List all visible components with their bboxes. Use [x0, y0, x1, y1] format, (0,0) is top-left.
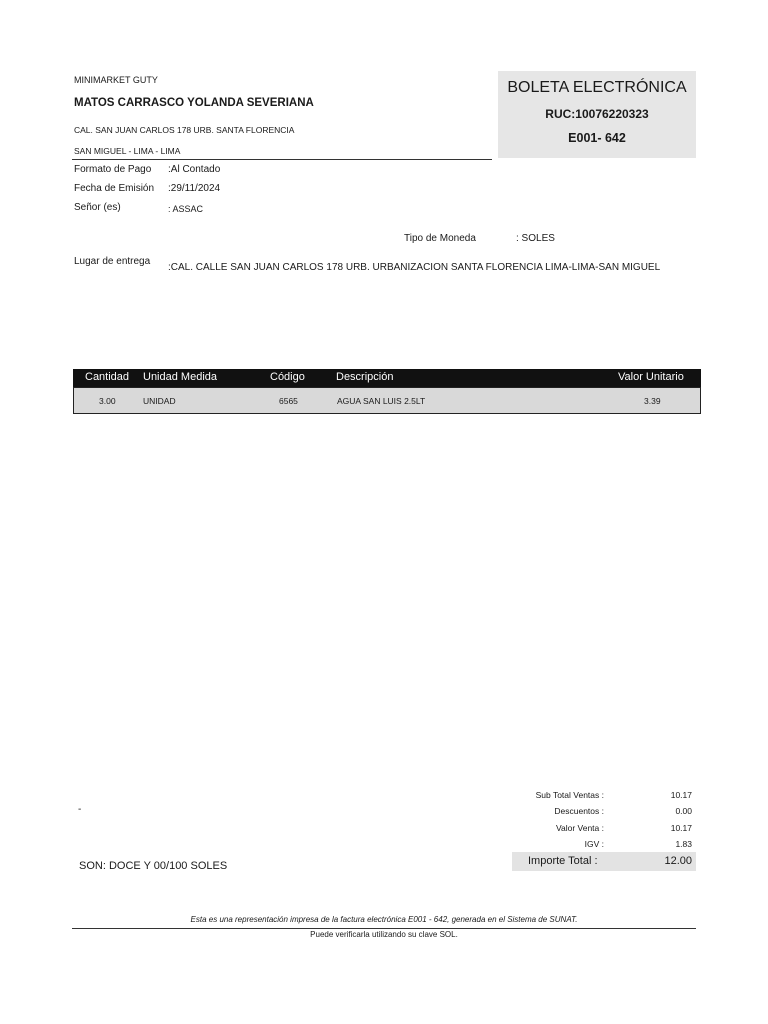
document-ruc: RUC:10076220323 [545, 107, 649, 121]
header-quantity: Cantidad [85, 371, 130, 383]
payment-label: Formato de Pago [74, 164, 152, 175]
payment-value: :Al Contado [168, 164, 221, 175]
amount-in-words: SON: DOCE Y 00/100 SOLES [79, 860, 228, 872]
row-unit: UNIDAD [143, 396, 176, 406]
header-divider [72, 159, 492, 160]
date-label: Fecha de Emisión [74, 183, 155, 194]
date-value: :29/11/2024 [168, 183, 221, 194]
customer-value: : ASSAC [168, 204, 204, 214]
issuer-address-line1: CAL. SAN JUAN CARLOS 178 URB. SANTA FLORENCIA [74, 125, 295, 135]
footer-verify-note: Puede verificarla utilizando su clave SOL. [310, 930, 458, 939]
totals-dash: - [78, 804, 82, 815]
issuer-address-line2: SAN MIGUEL - LIMA - LIMA [74, 146, 181, 156]
igv-label: IGV : [584, 839, 604, 849]
currency-value: : SOLES [516, 233, 555, 244]
document-type: BOLETA ELECTRÓNICA [507, 79, 687, 96]
subtotal-value: 10.17 [670, 790, 692, 800]
footer-divider [72, 928, 696, 929]
delivery-value: :CAL. CALLE SAN JUAN CARLOS 178 URB. URBANIZACION SANTA FLORENCIA LIMA-LIMA-SAN MIGUEL [168, 262, 661, 273]
discount-label: Descuentos : [554, 806, 604, 816]
header-code: Código [270, 371, 305, 383]
items-table-header [73, 369, 701, 387]
delivery-label: Lugar de entrega [74, 256, 151, 267]
discount-value: 0.00 [675, 806, 692, 816]
footer-note: Esta es una representación impresa de la factura electrónica E001 - 642, generada en el Sistema de SUNAT. [190, 915, 578, 924]
document-info-box [498, 71, 696, 158]
subtotal-label: Sub Total Ventas : [535, 790, 604, 800]
customer-label: Señor (es) [74, 202, 121, 213]
total-value: 12.00 [664, 855, 692, 867]
row-code: 6565 [279, 396, 298, 406]
store-name: MINIMARKET GUTY [74, 75, 158, 85]
currency-label: Tipo de Moneda [404, 233, 476, 244]
sale-value-label: Valor Venta : [555, 823, 604, 833]
header-unit: Unidad Medida [143, 371, 217, 383]
sale-value-value: 10.17 [670, 823, 692, 833]
row-unit-value: 3.39 [644, 396, 661, 406]
owner-name: MATOS CARRASCO YOLANDA SEVERIANA [74, 97, 314, 109]
total-box [512, 852, 696, 871]
document-number: E001- 642 [568, 131, 626, 145]
igv-value: 1.83 [675, 839, 692, 849]
row-description: AGUA SAN LUIS 2.5LT [337, 396, 426, 406]
row-quantity: 3.00 [99, 396, 116, 406]
total-label: Importe Total : [528, 855, 598, 867]
table-row [73, 387, 701, 414]
header-description: Descripción [336, 371, 394, 383]
header-unit-value: Valor Unitario [618, 371, 684, 383]
